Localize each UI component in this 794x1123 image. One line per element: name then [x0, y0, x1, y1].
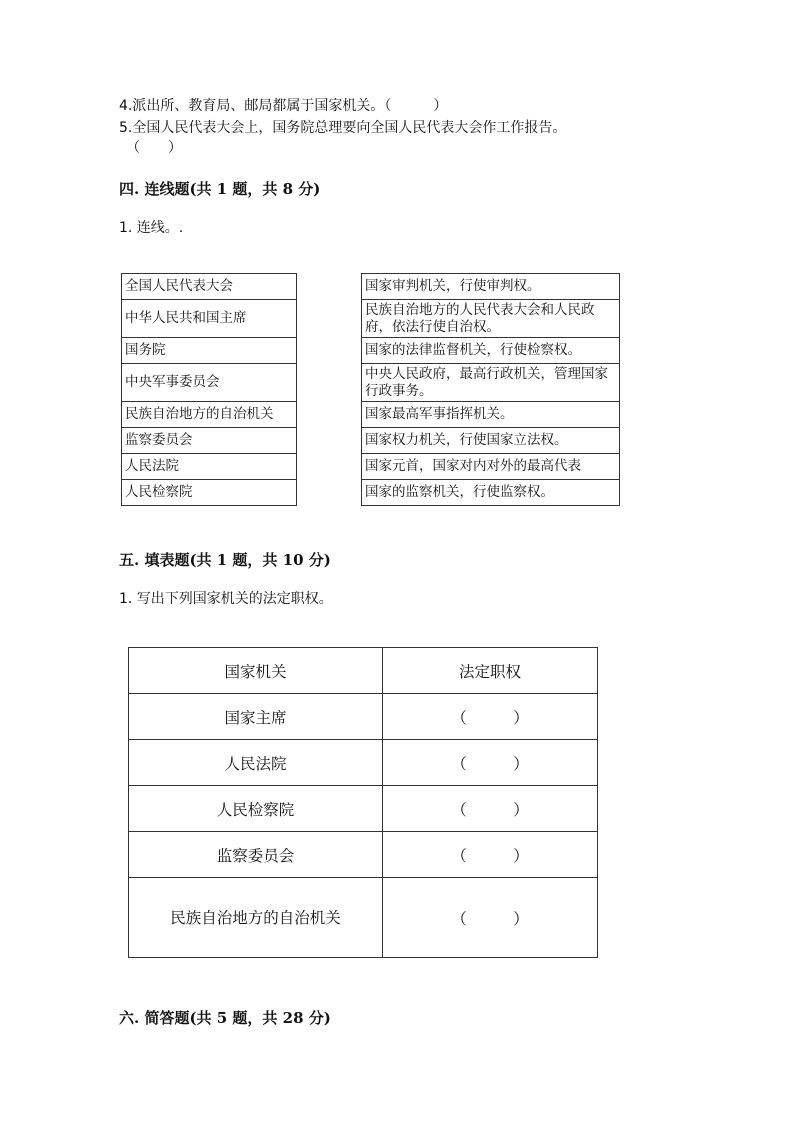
- right-item: 国家权力机关，行使国家立法权。: [362, 428, 620, 454]
- section6-heading: 六. 简答题(共 5 题，共 28 分): [119, 1009, 331, 1027]
- organ-cell: 人民法院: [129, 740, 383, 786]
- table-row: [129, 832, 598, 878]
- question-5-blank: （ ）: [126, 140, 182, 156]
- left-item: 人民检察院: [122, 480, 297, 506]
- section4-question: 1. 连线。.: [119, 220, 184, 236]
- table-header-power: 法定职权: [383, 648, 598, 694]
- table-header-organ: 国家机关: [129, 648, 383, 694]
- power-blank[interactable]: （ ）: [383, 694, 598, 740]
- organ-cell: 民族自治地方的自治机关: [129, 878, 383, 958]
- table-row: [129, 878, 598, 958]
- fill-in-table: [128, 647, 598, 958]
- table-row: [129, 786, 598, 832]
- organ-cell: 监察委员会: [129, 832, 383, 878]
- question-5-line1: 5.全国人民代表大会上，国务院总理要向全国人民代表大会作工作报告。: [119, 120, 567, 136]
- matching-left-column: [121, 273, 297, 506]
- left-item: 人民法院: [122, 454, 297, 480]
- power-blank[interactable]: （ ）: [383, 878, 598, 958]
- power-blank[interactable]: （ ）: [383, 786, 598, 832]
- organ-cell: 国家主席: [129, 694, 383, 740]
- organ-cell: 人民检察院: [129, 786, 383, 832]
- question-4: 4.派出所、教育局、邮局都属于国家机关。（ ）: [119, 98, 448, 114]
- left-item: 监察委员会: [122, 428, 297, 454]
- right-item: 中央人民政府，最高行政机关，管理国家行政事务。: [362, 364, 620, 402]
- table-row: [129, 694, 598, 740]
- section5-heading: 五. 填表题(共 1 题，共 10 分): [119, 551, 331, 569]
- right-item: 国家的监察机关，行使监察权。: [362, 480, 620, 506]
- table-row: [129, 740, 598, 786]
- right-item: 国家审判机关，行使审判权。: [362, 274, 620, 300]
- power-blank[interactable]: （ ）: [383, 740, 598, 786]
- right-item: 民族自治地方的人民代表大会和人民政府，依法行使自治权。: [362, 300, 620, 338]
- left-item: 全国人民代表大会: [122, 274, 297, 300]
- right-item: 国家最高军事指挥机关。: [362, 402, 620, 428]
- left-item: 中华人民共和国主席: [122, 300, 297, 338]
- right-item: 国家元首，国家对内对外的最高代表: [362, 454, 620, 480]
- left-item: 国务院: [122, 338, 297, 364]
- left-item: 中央军事委员会: [122, 364, 297, 402]
- right-item: 国家的法律监督机关，行使检察权。: [362, 338, 620, 364]
- section5-question: 1. 写出下列国家机关的法定职权。: [119, 591, 333, 607]
- left-item: 民族自治地方的自治机关: [122, 402, 297, 428]
- section4-heading: 四. 连线题(共 1 题，共 8 分): [119, 180, 321, 198]
- matching-right-column: [361, 273, 620, 506]
- power-blank[interactable]: （ ）: [383, 832, 598, 878]
